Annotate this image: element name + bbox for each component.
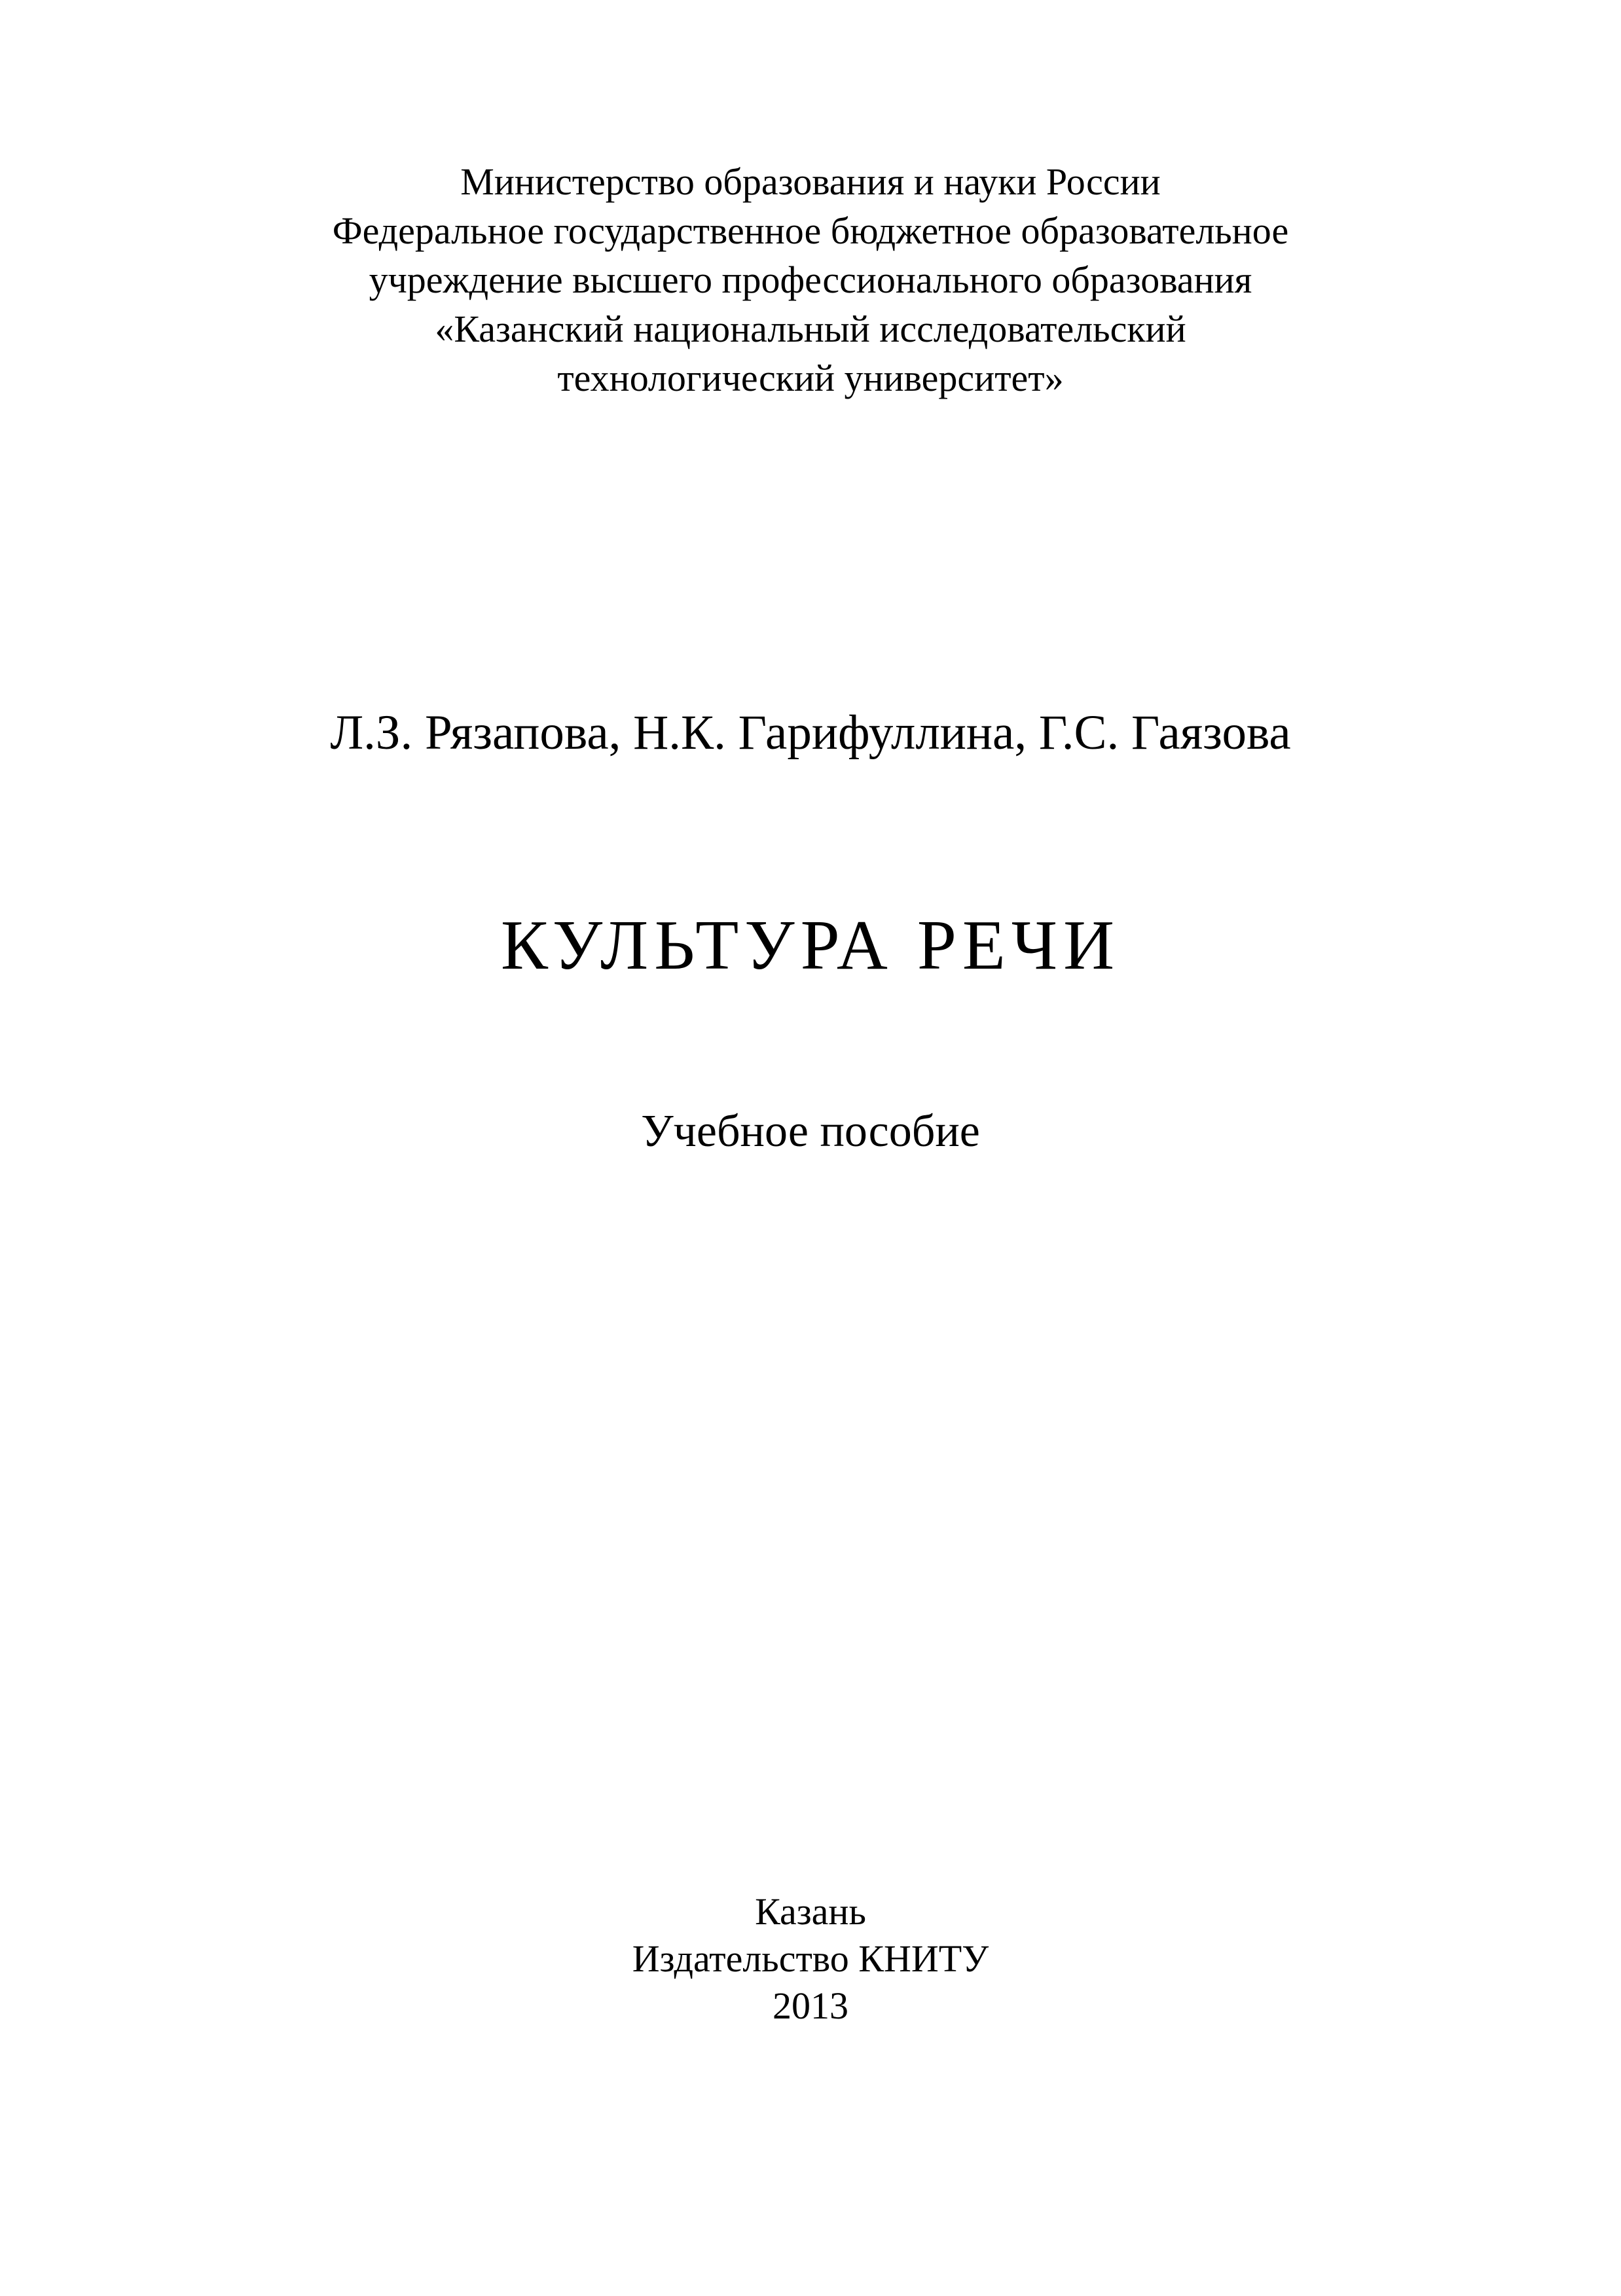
institution-line: технологический университет» (557, 357, 1064, 399)
authors: Л.З. Рязапова, Н.К. Гарифуллина, Г.С. Гаязова (330, 706, 1291, 760)
institution-line: Федеральное государственное бюджетное образовательное (332, 209, 1289, 252)
book-subtitle: Учебное пособие (641, 1106, 980, 1157)
imprint-publisher: Издательство КНИТУ (632, 1937, 989, 1980)
institution-line: «Казанский национальный исследовательский (435, 308, 1186, 350)
imprint (0, 1888, 1621, 2030)
institution-header (0, 157, 1621, 403)
imprint-year: 2013 (773, 1984, 848, 2027)
book-title: КУЛЬТУРА РЕЧИ (500, 906, 1121, 984)
institution-line: Министерство образования и науки России (460, 160, 1161, 203)
imprint-city: Казань (755, 1890, 866, 1933)
institution-line: учреждение высшего профессионального образования (369, 259, 1252, 301)
